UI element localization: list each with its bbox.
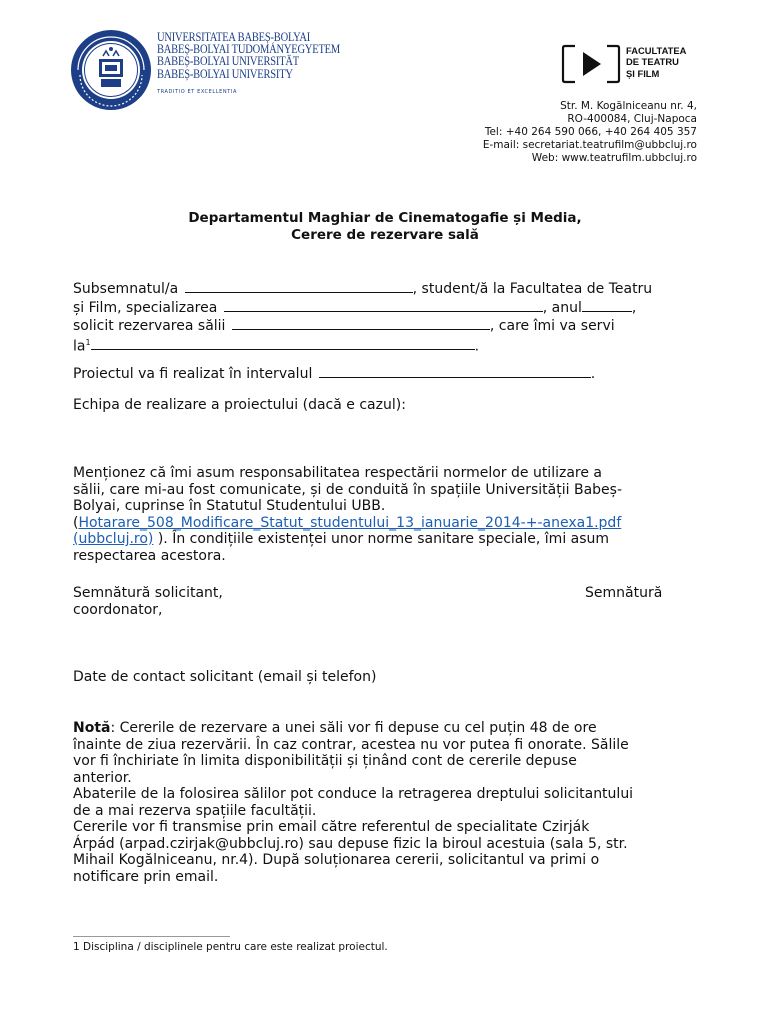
note-line: Mihail Kogălniceanu, nr.4). După soluționarea cererii, solicitantul va primi o bbox=[73, 852, 600, 868]
footnote-marker: 1 bbox=[85, 337, 91, 347]
faculty-name-line-2: DE TEATRU bbox=[626, 56, 679, 68]
comma: , bbox=[631, 299, 637, 316]
address-city: RO-400084, Cluj-Napoca bbox=[567, 113, 697, 125]
document-title bbox=[73, 210, 697, 243]
label-subsemnatul: Subsemnatul/a bbox=[73, 281, 179, 297]
statute-link-domain[interactable]: (ubbcluj.ro) bbox=[73, 531, 154, 547]
year-blank[interactable] bbox=[582, 298, 632, 312]
note-text: : Cererile de rezervare a unei săli vor fi depuse cu cel puțin 48 de ore bbox=[110, 720, 597, 736]
declaration-line: respectarea acestora. bbox=[73, 547, 226, 564]
declaration-line: Bolyai, cuprinse în Statutul Studentului UBB. bbox=[73, 498, 386, 514]
faculty-name bbox=[626, 45, 686, 79]
address-email: E-mail: secretariat.teatrufilm@ubbcluj.ro bbox=[482, 139, 697, 151]
faculty-name-line-1: FACULTATEA bbox=[626, 45, 687, 56]
period: . bbox=[474, 338, 480, 355]
label-coordinator-signature: Semnătură bbox=[585, 585, 663, 601]
note-line: anterior. bbox=[73, 769, 132, 786]
specialization-blank[interactable] bbox=[224, 298, 543, 312]
signature-applicant bbox=[73, 585, 223, 618]
declaration-line bbox=[73, 531, 622, 548]
name-blank[interactable] bbox=[185, 279, 413, 293]
form-line-4 bbox=[73, 335, 652, 355]
university-name-de: BABEȘ-BOLYAI UNIVERSITÄT bbox=[157, 56, 300, 70]
university-name-hu: BABEȘ-BOLYAI TUDOMÁNYEGYETEM bbox=[157, 44, 341, 57]
faculty-address bbox=[483, 100, 697, 165]
room-blank[interactable] bbox=[232, 316, 490, 330]
form-line-2 bbox=[73, 298, 652, 317]
label-room: solicit rezervarea sălii bbox=[73, 318, 226, 334]
team-line bbox=[73, 397, 406, 414]
note-line: Cererile vor fi transmise prin email către referentul de specialitate Czirják bbox=[73, 819, 590, 835]
purpose-blank[interactable] bbox=[91, 336, 475, 350]
footnote-separator bbox=[73, 936, 230, 937]
interval-blank[interactable] bbox=[319, 364, 591, 378]
declaration-line: sălii, care mi-au fost comunicate, și de conduită în spațiile Universității Babeș- bbox=[73, 481, 623, 498]
address-web: Web: www.teatrufilm.ubbcluj.ro bbox=[531, 152, 697, 164]
signature-coordinator bbox=[585, 585, 662, 602]
label-contact: Date de contact solicitant (email și telefon) bbox=[73, 669, 377, 685]
label-specializarea: și Film, specializarea bbox=[73, 299, 218, 316]
university-motto: TRADITIO ET EXCELLENTIA bbox=[157, 89, 238, 95]
note-line: notificare prin email. bbox=[73, 868, 219, 885]
statute-link[interactable]: Hotarare_508_Modificare_Statut_studentului_13_ianuarie_2014-+-anexa1.pdf bbox=[78, 514, 622, 531]
contact-line bbox=[73, 669, 376, 686]
label-serve: , care îmi va servi bbox=[489, 318, 615, 334]
declaration-paragraph bbox=[73, 465, 622, 564]
label-team: Echipa de realizare a proiectului (dacă e cazul): bbox=[73, 397, 406, 413]
note-line bbox=[73, 720, 633, 737]
paren: ( bbox=[73, 514, 79, 531]
university-name-en: BABEȘ-BOLYAI UNIVERSITY bbox=[157, 68, 293, 82]
note-label: Notă bbox=[73, 720, 111, 736]
address-street: Str. M. Kogălniceanu nr. 4, bbox=[560, 100, 697, 112]
label-anul: , anul bbox=[542, 299, 582, 316]
title-request: Cerere de rezervare sală bbox=[291, 226, 479, 243]
label-la: la bbox=[73, 338, 86, 355]
note-line: de a mai rezerva spațiile facultății. bbox=[73, 802, 317, 819]
interval-line bbox=[73, 364, 595, 383]
faculty-name-line-3: ȘI FILM bbox=[626, 67, 660, 79]
label-applicant-signature: Semnătură solicitant, bbox=[73, 585, 223, 601]
note-line: Árpád (arpad.czirjak@ubbcluj.ro) sau depuse fizic la biroul acestuia (sala 5, str. bbox=[73, 835, 628, 852]
label-student: , student/ă la Facultatea de Teatru bbox=[412, 281, 653, 297]
faculty-play-logo bbox=[561, 44, 621, 84]
university-name-ro: UNIVERSITATEA BABEȘ-BOLYAI bbox=[157, 32, 311, 45]
university-names bbox=[157, 32, 341, 82]
address-phone: Tel: +40 264 590 066, +40 264 405 357 bbox=[484, 126, 697, 138]
note-line: vor fi închiriate în limita disponibilității și ținând cont de cererile depuse bbox=[73, 753, 577, 769]
declaration-line: Menționez că îmi asum responsabilitatea respectării normelor de utilizare a bbox=[73, 465, 602, 481]
label-coordinator: coordonator, bbox=[73, 601, 163, 618]
period: . bbox=[590, 366, 596, 382]
declaration-text: ). În condițiile existenței unor norme sanitare speciale, îmi asum bbox=[153, 531, 610, 547]
form-line-3 bbox=[73, 316, 652, 335]
university-seal-logo bbox=[70, 29, 152, 111]
form-line-1 bbox=[73, 279, 652, 298]
note-line: Abaterile de la folosirea sălilor pot conduce la retragerea dreptului solicitantului bbox=[73, 786, 634, 802]
declaration-line bbox=[73, 515, 622, 532]
note-paragraph bbox=[73, 720, 633, 885]
title-department: Departamentul Maghiar de Cinematogafie și Media, bbox=[188, 210, 582, 226]
applicant-paragraph bbox=[73, 279, 652, 355]
footnote: 1 Disciplina / disciplinele pentru care este realizat proiectul. bbox=[73, 941, 388, 953]
note-line: înainte de ziua rezervării. În caz contrar, acestea nu vor putea fi onorate. Sălile bbox=[73, 736, 629, 753]
label-interval: Proiectul va fi realizat în intervalul bbox=[73, 366, 313, 382]
